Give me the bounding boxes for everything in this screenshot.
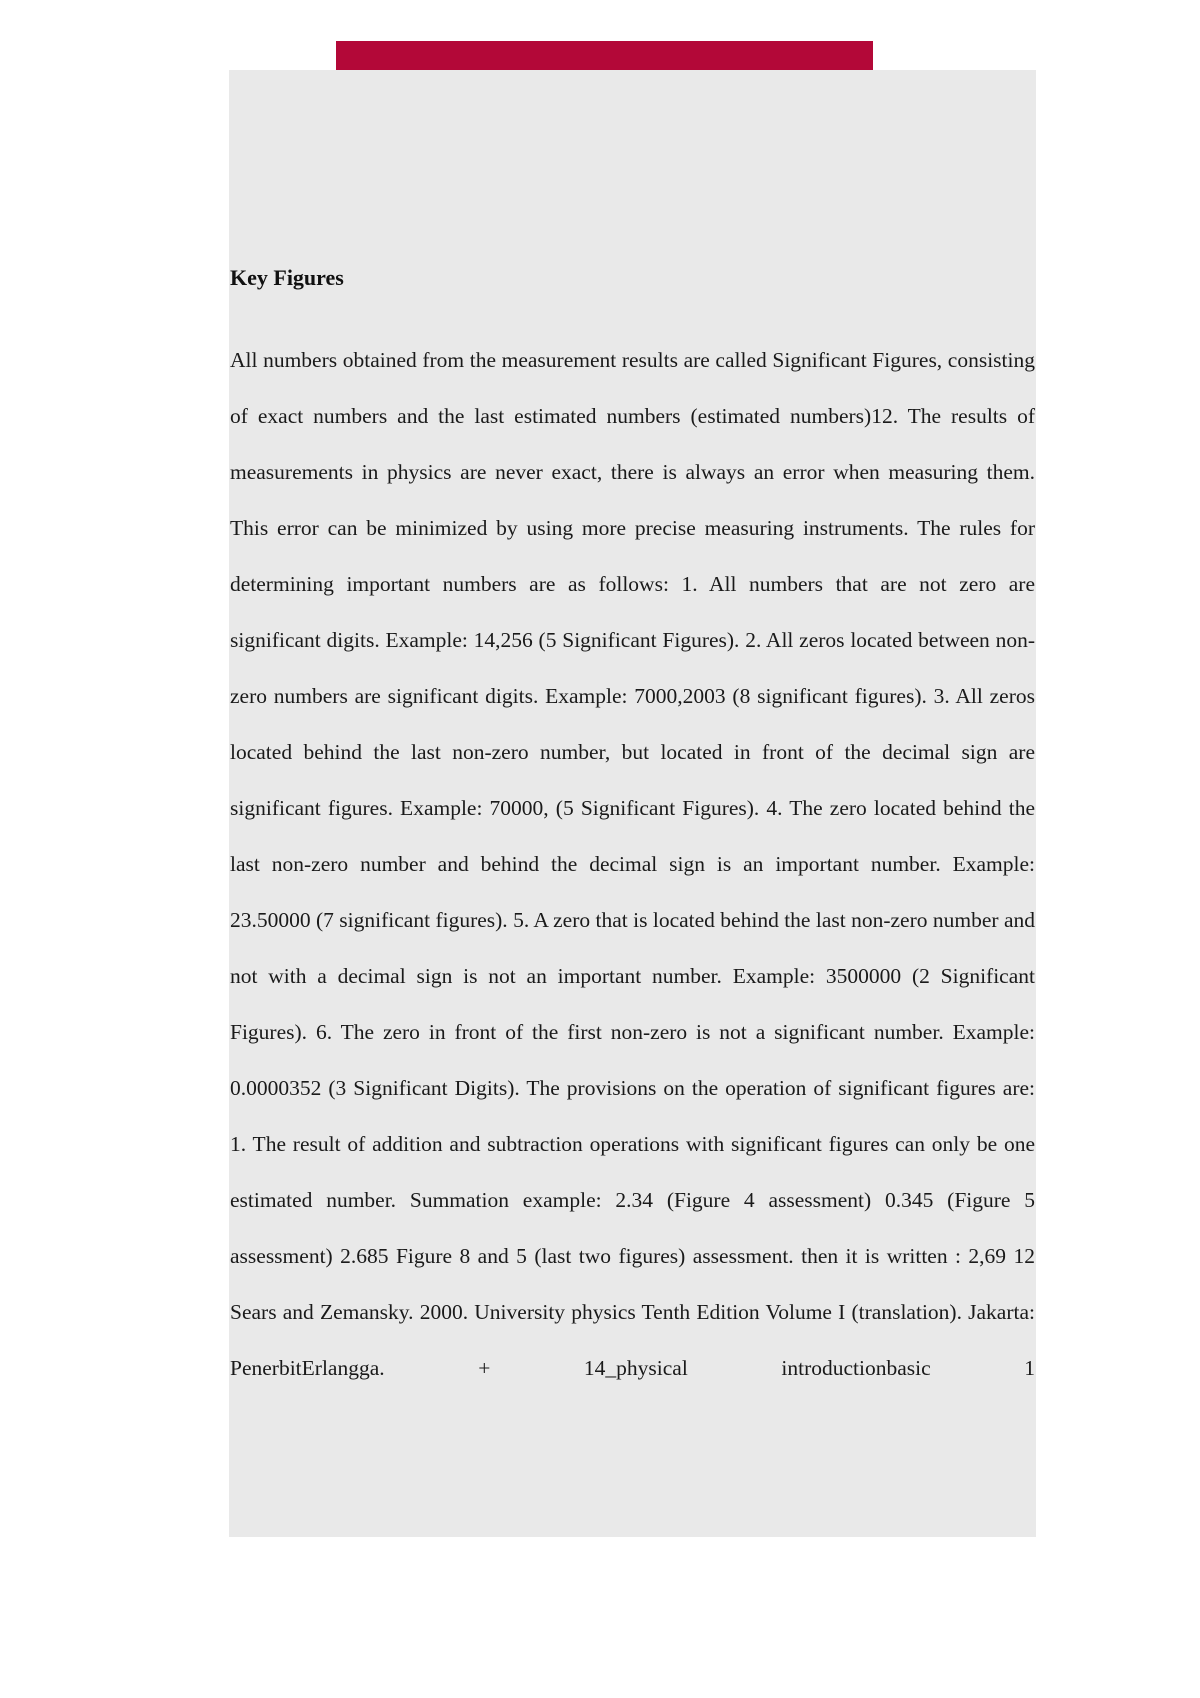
document-content-panel	[229, 70, 1036, 1537]
header-accent-bar	[336, 41, 873, 70]
section-heading: Key Figures	[230, 265, 344, 290]
section-body-text: All numbers obtained from the measurement results are called Significant Figures, consisting of exact numbers and the last estimated numbers (estimated numbers)12. The results of measurements in physics are never exact, there is always an error when measuring them. This error can be minimized by using more precise measuring instruments. The rules for determining important numbers are as follows: 1. All numbers that are not zero are significant digits. Example: 14,256 (5 Significant Figures). 2. All zeros located between non-zero numbers are significant digits. Example: 7000,2003 (8 significant figures). 3. All zeros located behind the last non-zero number, but located in front of the decimal sign are significant figures. Example: 70000, (5 Significant Figures). 4. The zero located behind the last non-zero number and behind the decimal sign is an important number. Example: 23.50000 (7 significant figures). 5. A zero that is located behind the last non-zero number and not with a decimal sign is not an important number. Example: 3500000 (2 Significant Figures). 6. The zero in front of the first non-zero is not a significant number. Example: 0.0000352 (3 Significant Digits). The provisions on the operation of significant figures are: 1. The result of addition and subtraction operations with significant figures can only be one estimated number. Summation example: 2.34 (Figure 4 assessment) 0.345 (Figure 5 assessment) 2.685 Figure 8 and 5 (last two figures) assessment. then it is written : 2,69 12 Sears and Zemansky. 2000. University physics Tenth Edition Volume I (translation). Jakarta: PenerbitErlangga. + 14_physical introductionbasic 1	[230, 348, 1035, 1380]
